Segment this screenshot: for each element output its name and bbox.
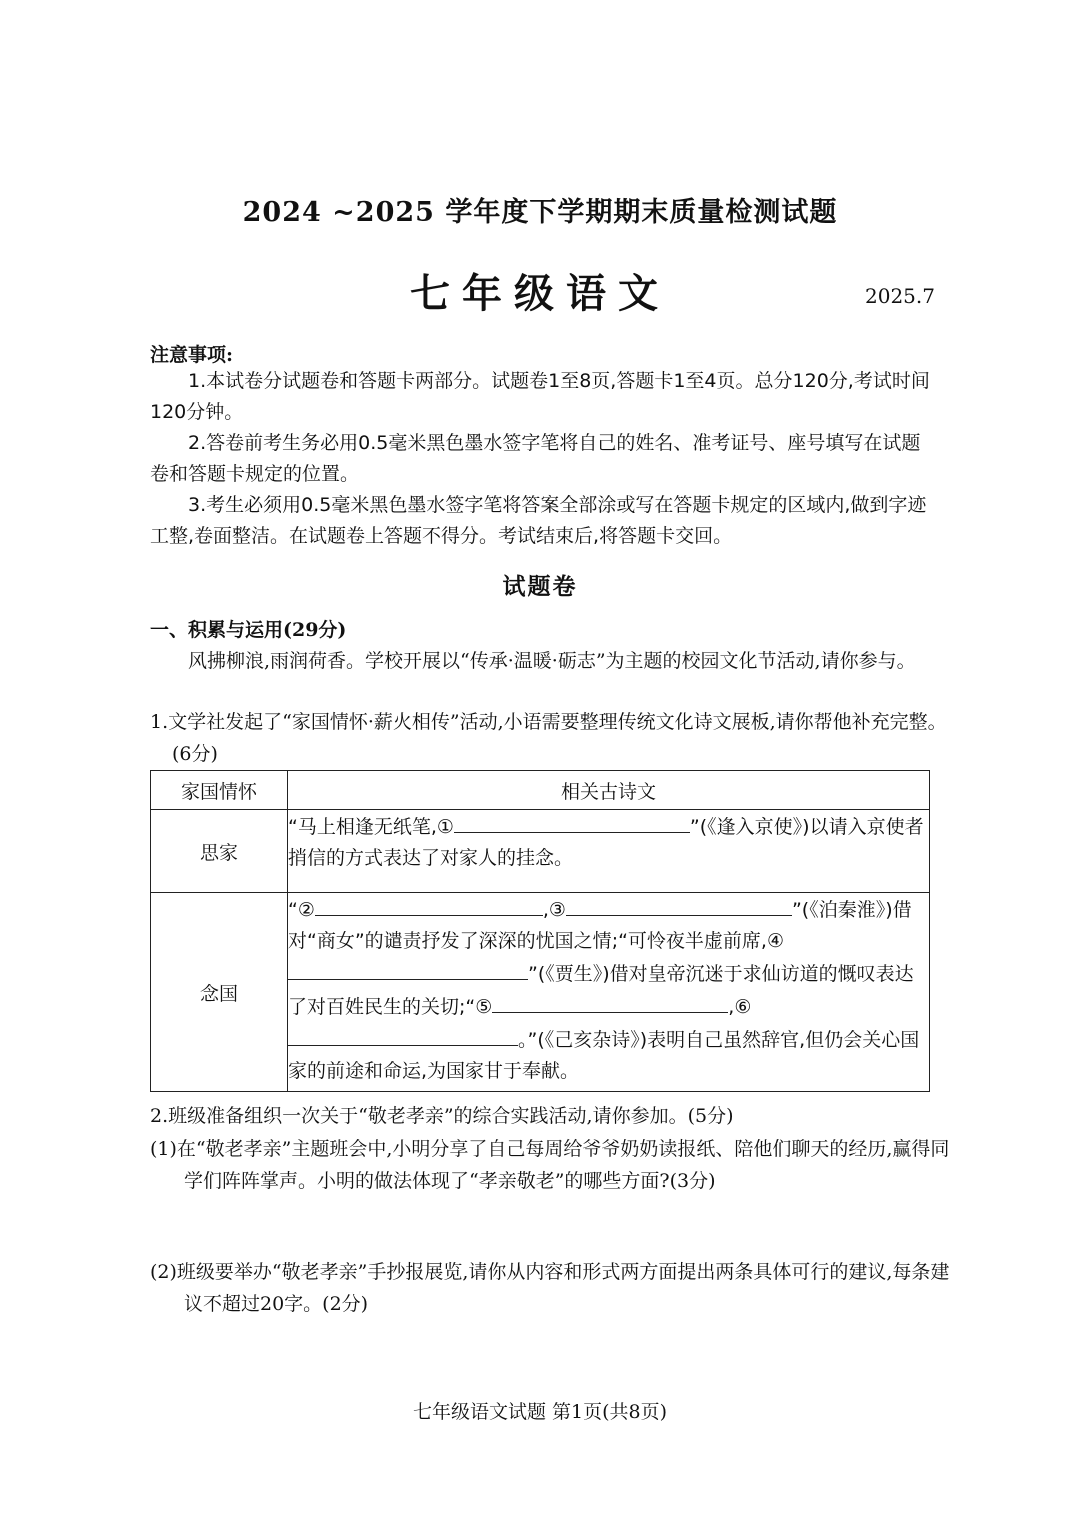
answer-blank-3[interactable] bbox=[566, 893, 792, 916]
question-1: 1.文学社发起了“家国情怀·薪火相传”活动,小语需要整理传统文化诗文展板,请你帮他补充完整。(6分) bbox=[150, 711, 947, 765]
table-header-row bbox=[151, 771, 930, 810]
table-row bbox=[151, 893, 930, 1092]
answer-blank-1[interactable] bbox=[454, 810, 690, 833]
part-one-intro: 风拂柳浪,雨润荷香。学校开展以“传承·温暖·砺志”为主题的校园文化节活动,请你参与。 bbox=[188, 650, 916, 672]
answer-blank-6[interactable] bbox=[288, 1023, 518, 1046]
row1-text-a: “马上相逢无纸笔,① bbox=[288, 816, 454, 838]
row2-text-e: ,⑥ bbox=[728, 996, 752, 1018]
question-2-1: (1)在“敬老孝亲”主题班会中,小明分享了自己每周给爷爷奶奶读报纸、陪他们聊天的经历,赢得同学们阵阵掌声。小明的做法体现了“孝亲敬老”的哪些方面?(3分) bbox=[150, 1138, 950, 1192]
answer-blank-5[interactable] bbox=[492, 990, 728, 1013]
table-header-right: 相关古诗文 bbox=[288, 771, 930, 810]
part-one-title: 一、积累与运用(29分) bbox=[150, 619, 347, 641]
exam-title: 2024 ~2025 学年度下学期期末质量检测试题 bbox=[242, 197, 838, 228]
notice-heading: 注意事项: bbox=[150, 344, 234, 366]
notice-item-3: 3.考生必须用0.5毫米黑色墨水签字笔将答案全部涂或写在答题卡规定的区域内,做到字迹工整,卷面整洁。在试题卷上答题不得分。考试结束后,将答题卡交回。 bbox=[150, 494, 927, 547]
notice-item-1: 1.本试卷分试题卷和答题卡两部分。试题卷1至8页,答题卡1至4页。总分120分,考试时间120分钟。 bbox=[150, 370, 930, 423]
subject-title: 七年级语文 bbox=[410, 270, 670, 317]
row2-text-b: ,③ bbox=[542, 899, 566, 921]
answer-blank-4[interactable] bbox=[288, 957, 528, 980]
row2-text-c: ”(《泊秦淮》)借对“商女”的谴责抒发了深深的忧国之情;“可怜夜半虚前席,④ bbox=[288, 899, 912, 952]
table-row bbox=[151, 810, 930, 893]
row-label-sijia: 思家 bbox=[151, 810, 288, 893]
paper-section-title: 试题卷 bbox=[502, 573, 578, 600]
table-header-left: 家国情怀 bbox=[151, 771, 288, 810]
row2-text-d: ”(《贾生》)借对皇帝沉迷于求仙访道的慨叹表达了对百姓民生的关切;“⑤ bbox=[288, 963, 914, 1018]
row2-text-a: “② bbox=[288, 899, 315, 921]
poem-table bbox=[150, 770, 930, 1092]
row-content-nianguo bbox=[288, 893, 930, 1092]
row-content-sijia bbox=[288, 810, 930, 893]
row1-text-b: ”(《逢入京使》)以请入京使者捎信的方式表达了对家人的挂念。 bbox=[288, 816, 924, 869]
answer-blank-2[interactable] bbox=[315, 893, 543, 916]
question-2: 2.班级准备组织一次关于“敬老孝亲”的综合实践活动,请你参加。(5分) bbox=[150, 1105, 734, 1127]
exam-date: 2025.7 bbox=[865, 284, 935, 308]
row2-text-f: 。”(《己亥杂诗》)表明自己虽然辞官,但仍会关心国家的前途和命运,为国家甘于奉献。 bbox=[288, 1029, 920, 1082]
question-2-2: (2)班级要举办“敬老孝亲”手抄报展览,请你从内容和形式两方面提出两条具体可行的建议,每条建议不超过20字。(2分) bbox=[150, 1261, 950, 1315]
page-footer: 七年级语文试题 第1页(共8页) bbox=[412, 1401, 668, 1423]
row-label-nianguo: 念国 bbox=[151, 893, 288, 1092]
notice-item-2: 2.答卷前考生务必用0.5毫米黑色墨水签字笔将自己的姓名、准考证号、座号填写在试题卷和答题卡规定的位置。 bbox=[150, 432, 921, 485]
